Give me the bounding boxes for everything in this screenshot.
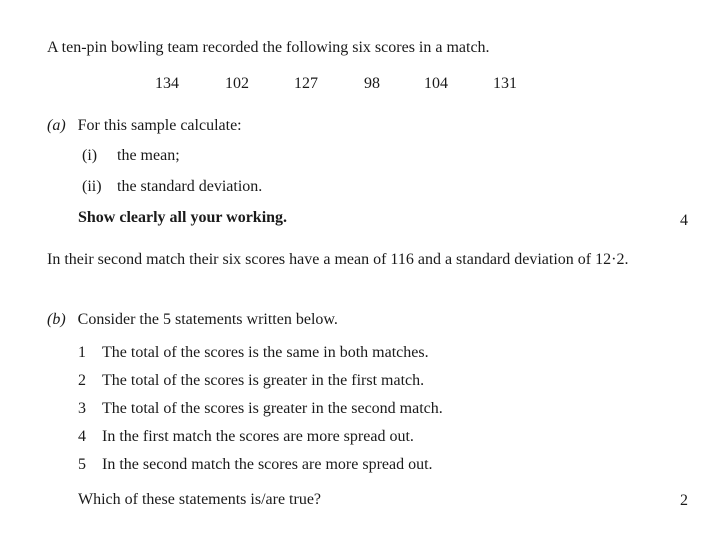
question-intro: A ten-pin bowling team recorded the following six scores in a match. <box>47 39 490 56</box>
second-match-context: In their second match their six scores have a mean of 116 and a standard deviation of 12·2. <box>47 251 629 268</box>
part-b-question: Which of these statements is/are true? <box>78 491 322 508</box>
score-value: 104 <box>424 75 448 92</box>
score-value: 127 <box>294 75 318 92</box>
statement-item <box>78 371 443 399</box>
part-a-heading <box>47 116 242 136</box>
part-a-item <box>82 146 180 166</box>
statement-number: 4 <box>78 428 86 445</box>
part-a-text: For this sample calculate: <box>77 117 242 134</box>
score-value: 98 <box>364 75 380 92</box>
part-b-label: (b) <box>47 311 66 328</box>
marks-part-a: 4 <box>680 212 688 229</box>
item-text: the mean; <box>117 147 180 164</box>
statement-text: The total of the scores is greater in the first match. <box>102 372 425 389</box>
statement-number: 1 <box>78 344 86 361</box>
score-value: 131 <box>493 75 517 92</box>
part-b-heading <box>47 310 338 330</box>
part-a-label: (a) <box>47 117 66 134</box>
statement-number: 3 <box>78 400 86 417</box>
marks-part-b: 2 <box>680 492 688 509</box>
statement-item <box>78 399 443 427</box>
statements-list <box>78 343 443 483</box>
statement-text: In the second match the scores are more spread out. <box>102 456 433 473</box>
statement-number: 5 <box>78 456 86 473</box>
item-number: (ii) <box>82 178 102 195</box>
statement-text: In the first match the scores are more spread out. <box>102 428 414 445</box>
statement-item <box>78 343 443 371</box>
working-instruction: Show clearly all your working. <box>78 209 288 226</box>
score-value: 134 <box>155 75 179 92</box>
item-text: the standard deviation. <box>117 178 263 195</box>
statement-text: The total of the scores is the same in both matches. <box>102 344 429 361</box>
part-a-item <box>82 177 262 197</box>
score-value: 102 <box>225 75 249 92</box>
item-number: (i) <box>82 147 98 164</box>
statement-item <box>78 427 443 455</box>
statement-text: The total of the scores is greater in the second match. <box>102 400 443 417</box>
part-b-text: Consider the 5 statements written below. <box>77 311 338 328</box>
scores-row <box>0 74 720 94</box>
statement-item <box>78 455 443 483</box>
statement-number: 2 <box>78 372 86 389</box>
